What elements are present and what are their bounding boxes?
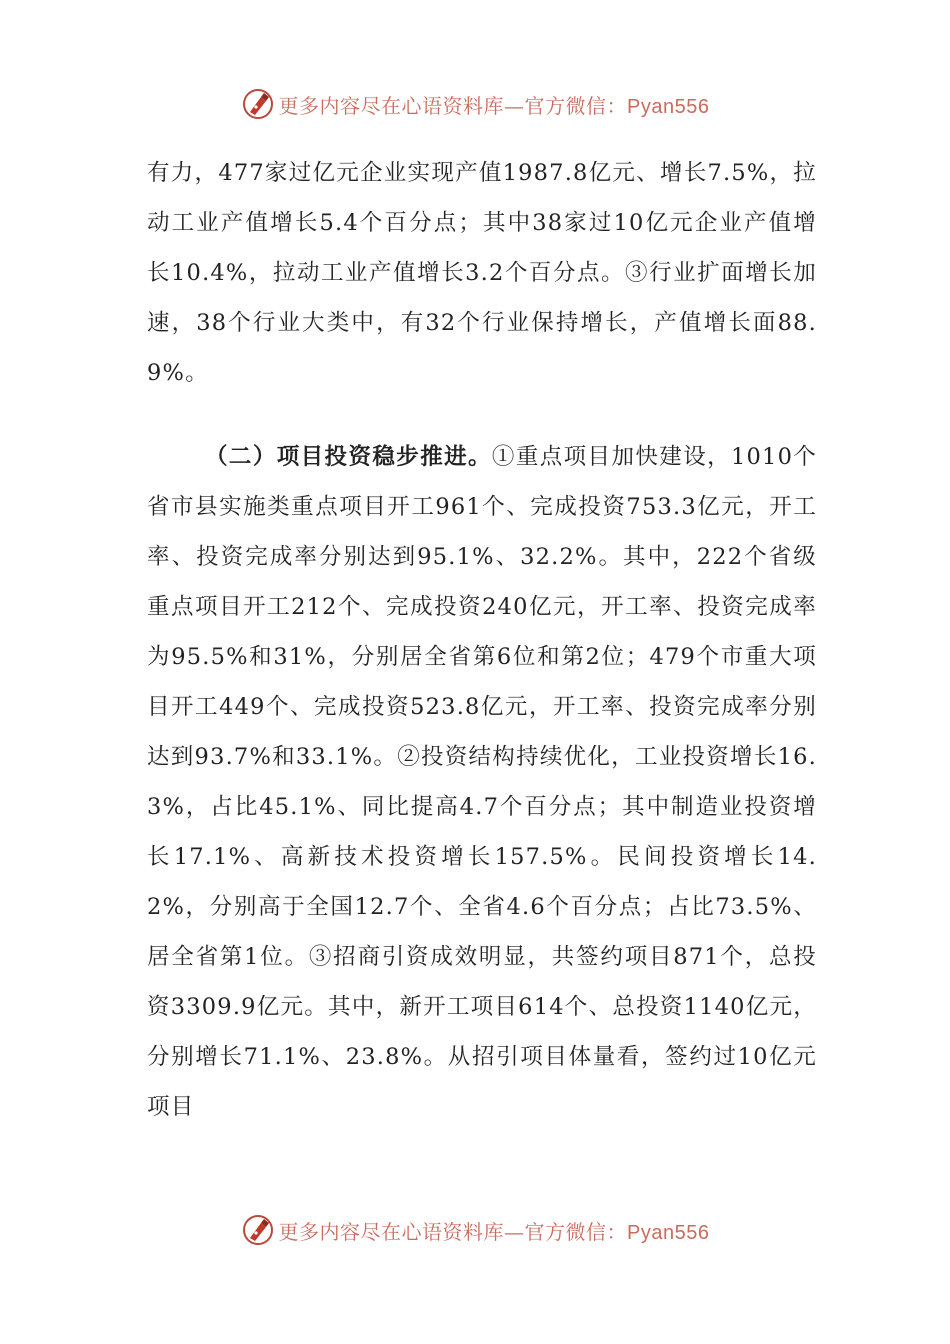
section-heading: （二）项目投资稳步推进。 [205, 444, 492, 470]
header-banner [0, 84, 950, 124]
footer-banner [0, 1210, 950, 1250]
pen-nib-circle-icon [241, 87, 275, 121]
paragraph-1 [147, 148, 817, 398]
banner-label: 更多内容尽在心语资料库—官方微信： [278, 93, 628, 118]
paragraph-gap [147, 398, 817, 432]
banner-text [279, 90, 710, 119]
paragraph-2 [147, 432, 817, 1132]
paragraph-1-text: 有力，477家过亿元企业实现产值1987.8亿元、增长7.5%，拉动工业产值增长5.4个百分点；其中38家过10亿元企业产值增长10.4%，拉动工业产值增长3.2个百分点。③行业扩面增长加速，38个行业大类中，有32个行业保持增长，产值增长面88.9%。 [147, 160, 817, 386]
pen-nib-circle-icon [241, 1213, 275, 1247]
banner-handle: Pyan556 [627, 95, 710, 118]
paragraph-2-text: ①重点项目加快建设，1010个省市县实施类重点项目开工961个、完成投资753.3亿元，开工率、投资完成率分别达到95.1%、32.2%。其中，222个省级重点项目开工212个、完成投资240亿元，开工率、投资完成率为95.5%和31%，分别居全省第6位和第2位；479个市重大项目开工449个、完成投资523.8亿元，开工率、投资完成率分别达到93.7%和33.1%。②投资结构持续优化，工业投资增长16.3%，占比45.1%、同比提高4.7个百分点；其中制造业投资增长17.1%、高新技术投资增长157.5%。民间投资增长14.2%，分别高于全国12.7个、全省4.6个百分点；占比73.5%、居全省第1位。③招商引资成效明显，共签约项目871个，总投资3309.9亿元。其中，新开工项目614个、总投资1140亿元，分别增长71.1%、23.8%。从招引项目体量看，签约过10亿元项目 [147, 444, 817, 1120]
banner-text [279, 1216, 710, 1245]
banner-handle: Pyan556 [627, 1221, 710, 1244]
document-body [147, 148, 817, 1132]
banner-label: 更多内容尽在心语资料库—官方微信： [278, 1219, 628, 1244]
